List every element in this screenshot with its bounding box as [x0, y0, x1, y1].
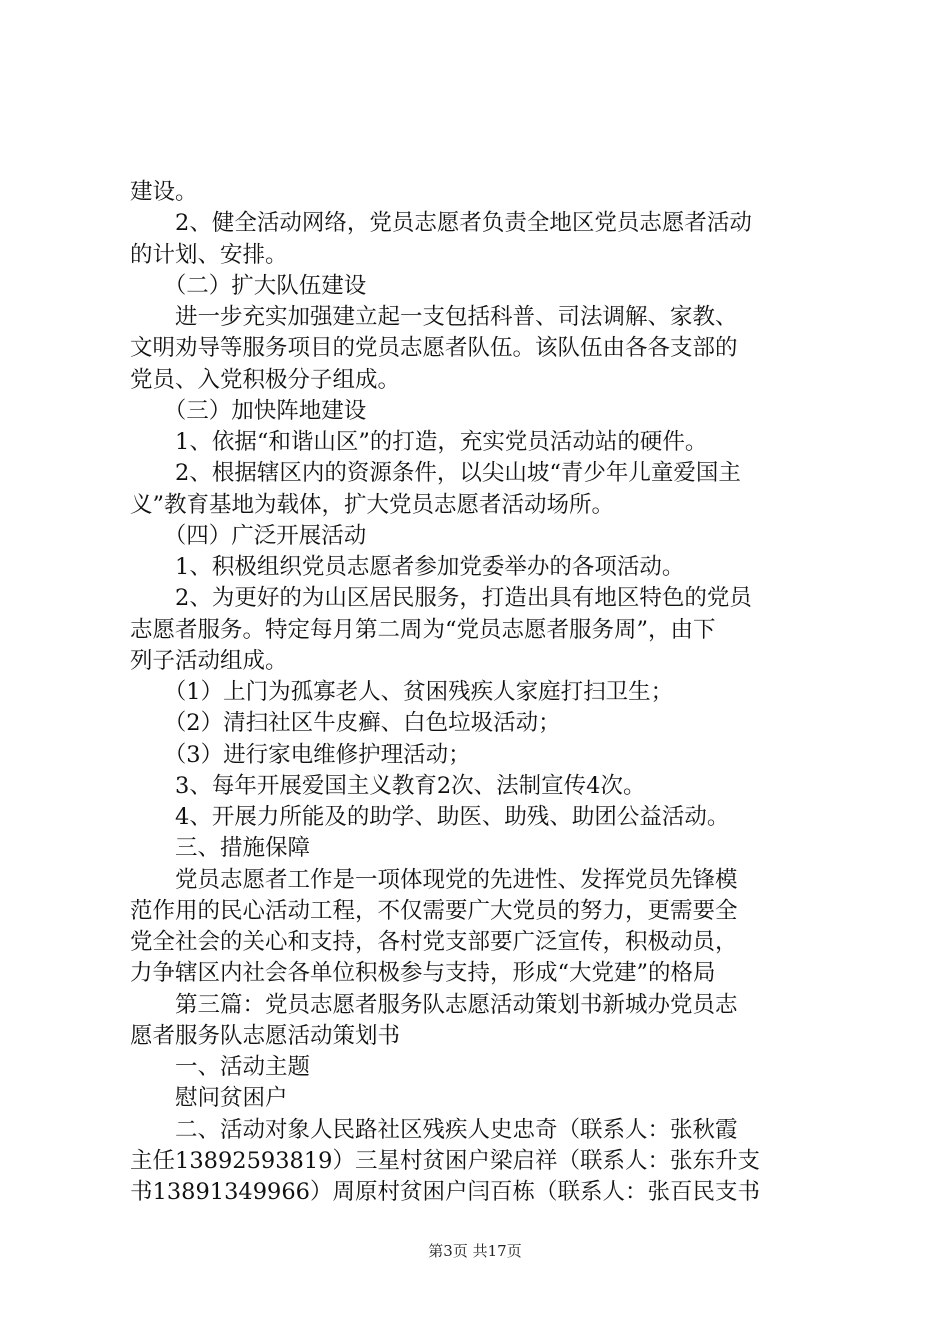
text-line: （3）进行家电维修护理活动；: [130, 741, 471, 768]
text-line: 4、开展力所能及的助学、助医、助残、助团公益活动。: [130, 804, 730, 830]
text-line: 1、依据“和谐山区”的打造，充实党员活动站的硬件。: [130, 429, 708, 455]
text-line: 2、为更好的为山区居民服务，打造出具有地区特色的党员: [130, 585, 752, 612]
text-line: （二）扩大队伍建设: [130, 272, 367, 299]
text-line: 建设。: [130, 179, 198, 205]
text-line: 党员、入党积极分子组成。: [130, 366, 401, 393]
text-line: 义”教育基地为载体，扩大党员志愿者活动场所。: [130, 491, 615, 518]
text-line: （四）广泛开展活动: [130, 522, 367, 549]
text-line: 2、根据辖区内的资源条件，以尖山坡“青少年儿童爱国主: [130, 460, 741, 487]
text-line: 主任13892593819）三星村贫困户梁启祥（联系人：张东升支: [130, 1147, 760, 1174]
text-line: （2）清扫社区牛皮癣、白色垃圾活动；: [130, 710, 561, 737]
page-footer: 第3页 共17页: [428, 1242, 522, 1260]
text-line: 2、健全活动网络，党员志愿者负责全地区党员志愿者活动: [130, 210, 752, 237]
text-line: 范作用的民心活动工程，不仅需要广大党员的努力，更需要全: [130, 897, 738, 924]
text-line: 文明劝导等服务项目的党员志愿者队伍。该队伍由各各支部的: [130, 335, 738, 362]
text-line: 志愿者服务。特定每月第二周为“党员志愿者服务周”，由下: [130, 616, 716, 643]
text-line: 进一步充实加强建立起一支包括科普、司法调解、家教、: [130, 304, 738, 330]
text-line: 力争辖区内社会各单位积极参与支持，形成“大党建”的格局: [130, 960, 716, 987]
text-line: （1）上门为孤寡老人、贫困残疾人家庭打扫卫生；: [130, 679, 674, 705]
text-line: 书13891349966）周原村贫困户闫百栋（联系人：张百民支书: [130, 1179, 760, 1205]
text-line: 三、措施保障: [130, 835, 311, 862]
text-line: 二、活动对象人民路社区残疾人史忠奇（联系人：张秋霞: [130, 1116, 738, 1143]
text-line: 3、每年开展爱国主义教育2次、法制宣传4次。: [130, 772, 646, 799]
text-line: （三）加快阵地建设: [130, 397, 367, 424]
text-line: 党员志愿者工作是一项体现党的先进性、发挥党员先锋模: [130, 866, 738, 893]
text-line: 列子活动组成。: [130, 647, 288, 674]
text-line: 第三篇：党员志愿者服务队志愿活动策划书新城办党员志: [130, 991, 738, 1018]
text-line: 慰问贫困户: [130, 1085, 288, 1112]
text-line: 1、积极组织党员志愿者参加党委举办的各项活动。: [130, 554, 685, 580]
text-line: 党全社会的关心和支持，各村党支部要广泛宣传，积极动员，: [130, 929, 738, 955]
text-line: 一、活动主题: [130, 1054, 311, 1080]
text-line: 的计划、安排。: [130, 241, 288, 268]
text-line: 愿者服务队志愿活动策划书: [130, 1022, 401, 1049]
